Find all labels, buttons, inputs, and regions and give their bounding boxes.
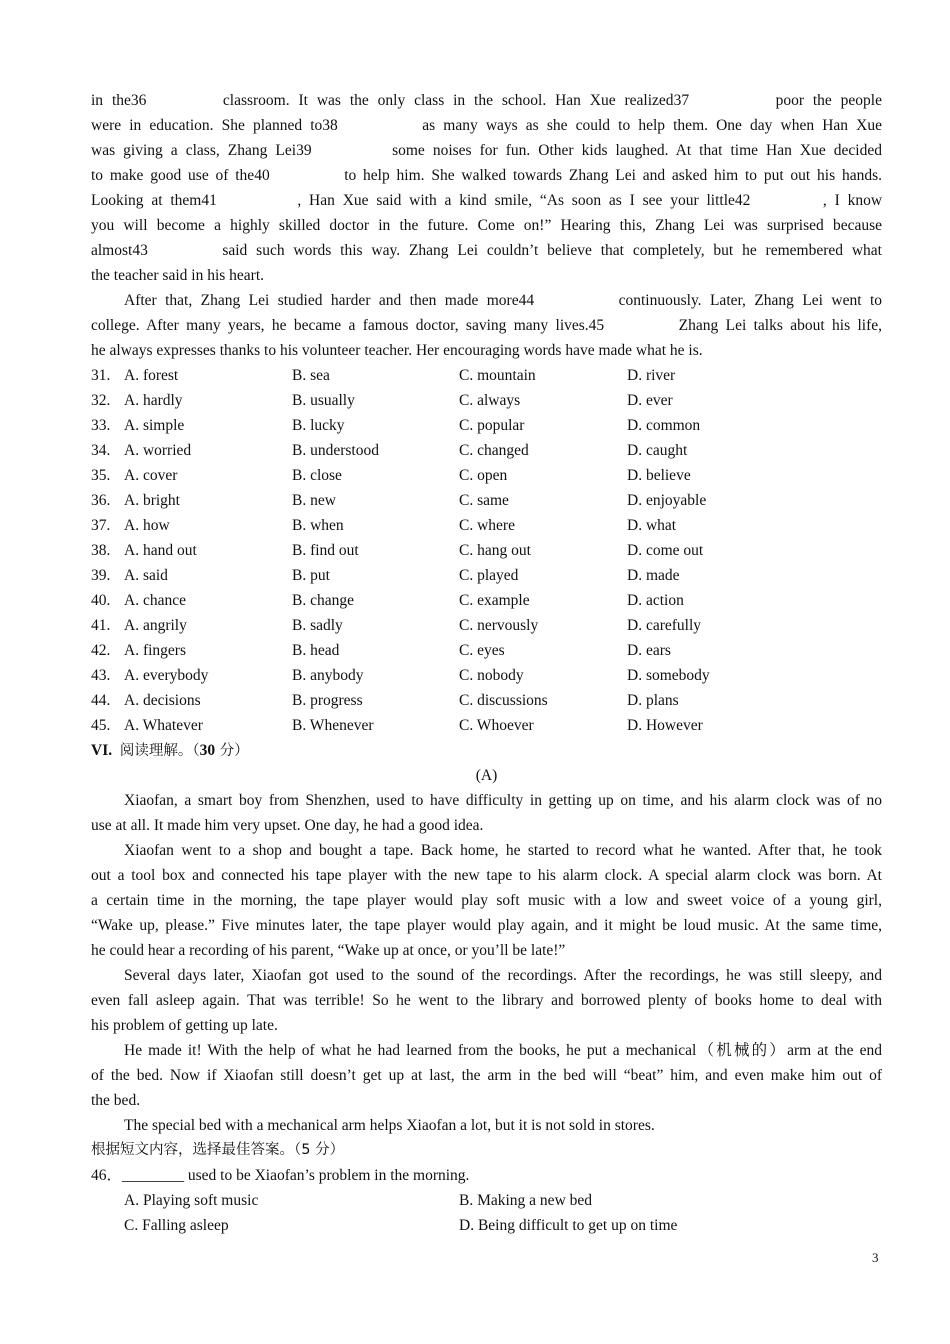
question-number: 34. [91, 442, 111, 459]
blank-number: 44 [518, 292, 535, 309]
option-b[interactable]: B. change [292, 592, 354, 609]
option-d[interactable]: D. plans [627, 692, 679, 709]
passage-a-line: use at all. It made him very upset. One day, he had a good idea. [91, 817, 484, 834]
question-46-options [91, 1213, 882, 1238]
blank-number: 37 [673, 92, 690, 109]
option-a[interactable]: A. Whatever [124, 717, 203, 734]
passage-line: Looking at them41 , Han Xue said with a kind smile, “As soon as I see your little42 , I know [91, 188, 882, 213]
option-c[interactable]: C. eyes [459, 642, 505, 659]
question-number: 38. [91, 542, 111, 559]
question-number: 37. [91, 517, 111, 534]
option-row [91, 613, 882, 638]
option-row [91, 538, 882, 563]
option-a[interactable]: A. said [124, 567, 168, 584]
blank-number: 38 [322, 117, 338, 134]
option-d[interactable]: D. However [627, 717, 703, 734]
option-c[interactable]: C. played [459, 567, 519, 584]
question-number: 39. [91, 567, 111, 584]
question-number: 44. [91, 692, 111, 709]
option-d[interactable]: D. ears [627, 642, 671, 659]
option-b[interactable]: B. put [292, 567, 330, 584]
question-46: 46．________ used to be Xiaofan’s problem in the morning. [91, 1167, 470, 1184]
option-a[interactable]: A. hardly [124, 392, 183, 409]
option-b[interactable]: B. close [292, 467, 342, 484]
option-d[interactable]: D. what [627, 517, 677, 534]
question-number: 42. [91, 642, 111, 659]
option-b[interactable]: B. when [292, 517, 344, 534]
section-heading: VI. 阅读理解。（30 分） [91, 742, 249, 759]
option-row [91, 513, 882, 538]
passage-a-line: He made it! With the help of what he had learned from the books, he put a mechanical（机械的）arm at the end [124, 1042, 882, 1059]
question-number: 45. [91, 717, 111, 734]
option-row [91, 713, 882, 738]
passage-line: the teacher said in his heart. [91, 267, 265, 284]
instruction: 根据短文内容，选择最佳答案。（5 分） [91, 1142, 345, 1158]
passage-label: (A) [475, 767, 498, 784]
passage-line: in the36 classroom. It was the only class in the school. Han Xue realized37 poor the people [91, 88, 882, 113]
option-d[interactable]: D. enjoyable [627, 492, 707, 509]
passage-a-line: Xiaofan went to a shop and bought a tape. Back home, he started to record what he wanted. After that, he took [124, 842, 882, 859]
option-row [91, 588, 882, 613]
passage-a-line: the bed. [91, 1092, 141, 1109]
option-c[interactable]: C. popular [459, 417, 525, 434]
option-d[interactable]: D. carefully [627, 617, 702, 634]
page-number: 3 [872, 1250, 879, 1265]
blank-number: 45 [588, 317, 605, 334]
option-c[interactable]: C. Falling asleep [124, 1217, 229, 1234]
option-a[interactable]: A. forest [124, 367, 179, 384]
option-row [91, 638, 882, 663]
option-a[interactable]: A. everybody [124, 667, 209, 684]
option-d[interactable]: D. Being difficult to get up on time [459, 1217, 678, 1234]
option-d[interactable]: D. action [627, 592, 684, 609]
option-a[interactable]: A. how [124, 517, 170, 534]
option-a[interactable]: A. simple [124, 417, 185, 434]
option-row [91, 363, 882, 388]
option-b[interactable]: B. lucky [292, 417, 345, 434]
passage-a-line: Xiaofan, a smart boy from Shenzhen, used to have difficulty in getting up on time, and his alarm clock was of no [124, 792, 882, 809]
question-number: 40. [91, 592, 111, 609]
option-c[interactable]: C. nobody [459, 667, 524, 684]
option-b[interactable]: B. usually [292, 392, 355, 409]
option-a[interactable]: A. bright [124, 492, 180, 509]
question-number: 31. [91, 367, 111, 384]
option-c[interactable]: C. hang out [459, 542, 531, 559]
blank-number: 42 [734, 192, 751, 209]
option-a[interactable]: A. fingers [124, 642, 186, 659]
option-d[interactable]: D. believe [627, 467, 691, 484]
option-c[interactable]: C. mountain [459, 367, 536, 384]
passage-a-line: he could hear a recording of his parent, “Wake up at once, or you’ll be late!” [91, 942, 566, 959]
option-b[interactable]: B. progress [292, 692, 363, 709]
option-b[interactable]: B. Whenever [292, 717, 374, 734]
passage-line: was giving a class, Zhang Lei39 some noises for fun. Other kids laughed. At that time Han Xue decided [91, 138, 882, 163]
option-b[interactable]: B. anybody [292, 667, 364, 684]
option-row [91, 438, 882, 463]
question-number: 35. [91, 467, 111, 484]
option-row [91, 413, 882, 438]
option-c[interactable]: C. nervously [459, 617, 539, 634]
option-c[interactable]: C. discussions [459, 692, 548, 709]
option-row [91, 463, 882, 488]
option-a[interactable]: A. chance [124, 592, 186, 609]
blank-number: 41 [201, 192, 217, 209]
option-row [91, 663, 882, 688]
option-b[interactable]: B. sea [292, 367, 330, 384]
passage-a-line: Several days later, Xiaofan got used to the sound of the recordings. After the recordings, he was still sleepy, and [124, 967, 882, 984]
question-number: 33. [91, 417, 111, 434]
option-row [91, 563, 882, 588]
option-d[interactable]: D. river [627, 367, 676, 384]
option-b[interactable]: B. find out [292, 542, 359, 559]
blank-number: 43 [132, 242, 148, 259]
option-b[interactable]: B. new [292, 492, 336, 509]
option-c[interactable]: C. changed [459, 442, 529, 459]
passage-a-line: even fall asleep again. That was terrible! So he went to the library and borrowed plenty of books home to deal with [91, 992, 882, 1009]
passage-a-line: The special bed with a mechanical arm helps Xiaofan a lot, but it is not sold in stores. [124, 1117, 655, 1134]
blank-number: 39 [296, 142, 312, 159]
cloze-options [91, 363, 882, 738]
option-a[interactable]: A. angrily [124, 617, 187, 634]
question-number: 32. [91, 392, 111, 409]
option-d[interactable]: D. caught [627, 442, 688, 459]
option-a[interactable]: A. worried [124, 442, 192, 459]
option-d[interactable]: D. come out [627, 542, 704, 559]
option-row [91, 688, 882, 713]
option-d[interactable]: D. common [627, 417, 701, 434]
passage-a-line: of the bed. Now if Xiaofan still doesn’t get up at last, the arm in the bed will “beat” him, and even make him out of [91, 1067, 882, 1084]
option-a[interactable]: A. decisions [124, 692, 201, 709]
blank-number: 40 [254, 167, 270, 184]
passage-line: After that, Zhang Lei studied harder and then made more44 continuously. Later, Zhang Lei went to [91, 288, 882, 313]
option-b[interactable]: B. Making a new bed [459, 1192, 593, 1209]
question-number: 43. [91, 667, 111, 684]
passage-line: college. After many years, he became a famous doctor, saving many lives.45 Zhang Lei talks about his life, [91, 313, 882, 338]
option-row [91, 388, 882, 413]
option-c[interactable]: C. where [459, 517, 515, 534]
option-c[interactable]: C. same [459, 492, 509, 509]
option-c[interactable]: C. example [459, 592, 530, 609]
option-d[interactable]: D. somebody [627, 667, 710, 684]
question-number: 36. [91, 492, 111, 509]
passage-a-line: his problem of getting up late. [91, 1017, 278, 1034]
option-c[interactable]: C. always [459, 392, 521, 409]
option-d[interactable]: D. made [627, 567, 680, 584]
question-46-options [91, 1188, 882, 1213]
option-a[interactable]: A. Playing soft music [124, 1192, 259, 1209]
passage-line: almost43 said such words this way. Zhang Lei couldn’t believe that completely, but he remembered what [91, 238, 882, 263]
passage-a-line: out a tool box and connected his tape player with the new tape to his alarm clock. A special alarm clock was born. At [91, 867, 882, 884]
option-b[interactable]: B. head [292, 642, 340, 659]
option-row [91, 488, 882, 513]
question-number: 41. [91, 617, 111, 634]
exam-page [91, 88, 882, 1238]
option-a[interactable]: A. cover [124, 467, 178, 484]
passage-a-line: “Wake up, please.” Five minutes later, the tape player would play again, and it might be loud music. At the same time, [91, 917, 882, 934]
blank-number: 36 [130, 92, 147, 109]
option-b[interactable]: B. understood [292, 442, 379, 459]
option-d[interactable]: D. ever [627, 392, 673, 409]
passage-a [91, 788, 882, 1138]
option-c[interactable]: C. Whoever [459, 717, 534, 734]
passage-line: you will become a highly skilled doctor in the future. Come on!” Hearing this, Zhang Lei was surprised because [91, 217, 882, 234]
option-a[interactable]: A. hand out [124, 542, 197, 559]
option-c[interactable]: C. open [459, 467, 508, 484]
option-b[interactable]: B. sadly [292, 617, 343, 634]
passage-line: to make good use of the40 to help him. She walked towards Zhang Lei and asked him to put out his hands. [91, 163, 882, 188]
passage-a-line: a certain time in the morning, the tape player would play soft music with a low and sweet voice of a young girl, [91, 892, 882, 909]
passage-line: were in education. She planned to38 as many ways as she could to help them. One day when Han Xue [91, 113, 882, 138]
passage-line: he always expresses thanks to his volunteer teacher. Her encouraging words have made what he is. [91, 342, 703, 359]
